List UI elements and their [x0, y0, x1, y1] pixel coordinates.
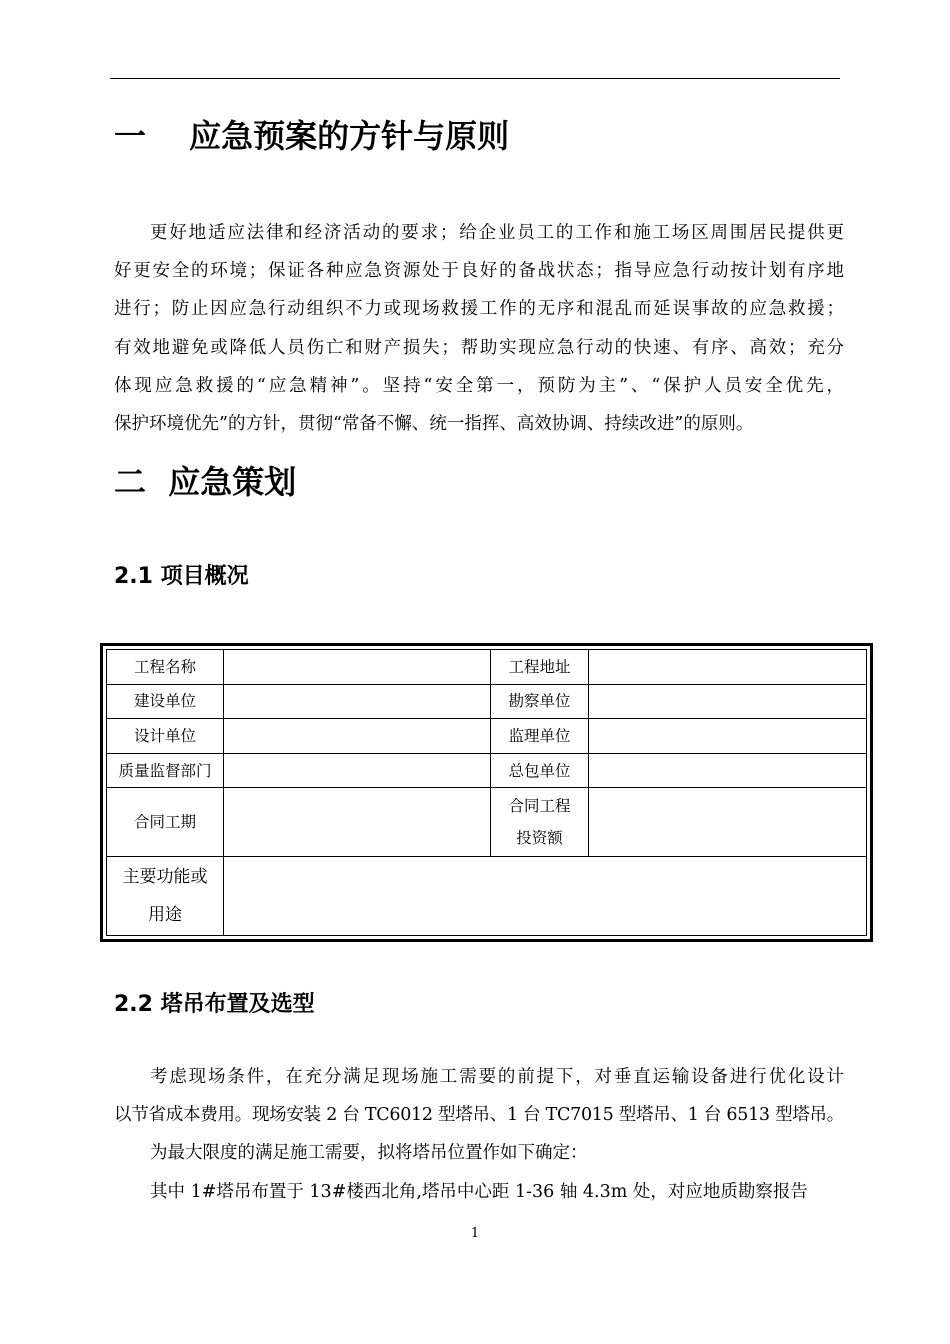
- table-value-cell: [224, 856, 867, 935]
- paragraph-line: 考虑现场条件，在充分满足现场施工需要的前提下，对垂直运输设备进行优化设计: [150, 1067, 844, 1087]
- table-label: 设计单位: [107, 719, 224, 754]
- table-row: [107, 650, 867, 685]
- table-row: [107, 719, 867, 754]
- paragraph-line: 进行；防止因应急行动组织不力或现场救援工作的无序和混乱而延误事故的应急救援；: [114, 299, 844, 320]
- table-label: [491, 788, 589, 856]
- page-number: 1: [470, 1226, 480, 1241]
- table-label: 总包单位: [491, 753, 589, 788]
- section-1-heading: 一 应急预案的方针与原则: [114, 117, 510, 155]
- table-value-cell: [589, 753, 867, 788]
- table-row: [107, 684, 867, 719]
- subsection-2-1-heading: 2.1 项目概况: [114, 564, 249, 589]
- table-value-cell: [589, 684, 867, 719]
- table-label-line: 投资额: [516, 828, 563, 847]
- table-label: 工程地址: [491, 650, 589, 685]
- section-1-paragraph: [114, 214, 844, 443]
- table-label-line: 合同工程: [508, 796, 571, 815]
- table-label-line: 主要功能或: [122, 866, 208, 887]
- project-overview-table: [100, 643, 873, 942]
- table-label: 质量监督部门: [107, 753, 224, 788]
- table-value-cell: [589, 650, 867, 685]
- table-row: [107, 753, 867, 788]
- section-2-heading: 二 应急策划: [114, 463, 297, 501]
- table-label: [107, 856, 224, 935]
- header-rule: [110, 78, 840, 79]
- table-value-cell: [224, 684, 491, 719]
- table-label: 建设单位: [107, 684, 224, 719]
- table-label: 合同工期: [107, 788, 224, 856]
- table-value-cell: [589, 788, 867, 856]
- table-value-cell: [224, 753, 491, 788]
- table-value-cell: [224, 719, 491, 754]
- table-row: [107, 856, 867, 935]
- paragraph-line: 体现应急救援的“应急精神”。坚持“安全第一，预防为主”、“保护人员安全优先，: [114, 375, 844, 396]
- paragraph-line: 保护环境优先”的方针，贯彻“常备不懈、统一指挥、高效协调、持续改进”的原则。: [114, 413, 754, 434]
- table-value-cell: [224, 788, 491, 856]
- table-label: 监理单位: [491, 719, 589, 754]
- table-label: 勘察单位: [491, 684, 589, 719]
- paragraph-line: 有效地避免或降低人员伤亡和财产损失；帮助实现应急行动的快速、有序、高效；充分: [114, 337, 844, 358]
- table-value-cell: [589, 719, 867, 754]
- table-value-cell: [224, 650, 491, 685]
- subsection-2-2-heading: 2.2 塔吊布置及选型: [114, 992, 315, 1017]
- table-row: [107, 788, 867, 856]
- paragraph-line: 为最大限度的满足施工需要，拟将塔吊位置作如下确定：: [150, 1143, 588, 1164]
- paragraph-line: 其中 1#塔吊布置于 13#楼西北角,塔吊中心距 1-36 轴 4.3m 处，对应地质勘察报告: [150, 1181, 808, 1202]
- table-label-line: 用途: [148, 904, 182, 925]
- paragraph-line: 好更安全的环境；保证各种应急资源处于良好的备战状态；指导应急行动按计划有序地: [114, 261, 844, 282]
- table-label: 工程名称: [107, 650, 224, 685]
- paragraph-line: 更好地适应法律和经济活动的要求；给企业员工的工作和施工场区周围居民提供更: [150, 223, 844, 243]
- section-2-2-paragraph: [114, 1058, 844, 1211]
- paragraph-line: 以节省成本费用。现场安装 2 台 TC6012 型塔吊、1 台 TC7015 型塔吊、1 台 6513 型塔吊。: [114, 1105, 844, 1126]
